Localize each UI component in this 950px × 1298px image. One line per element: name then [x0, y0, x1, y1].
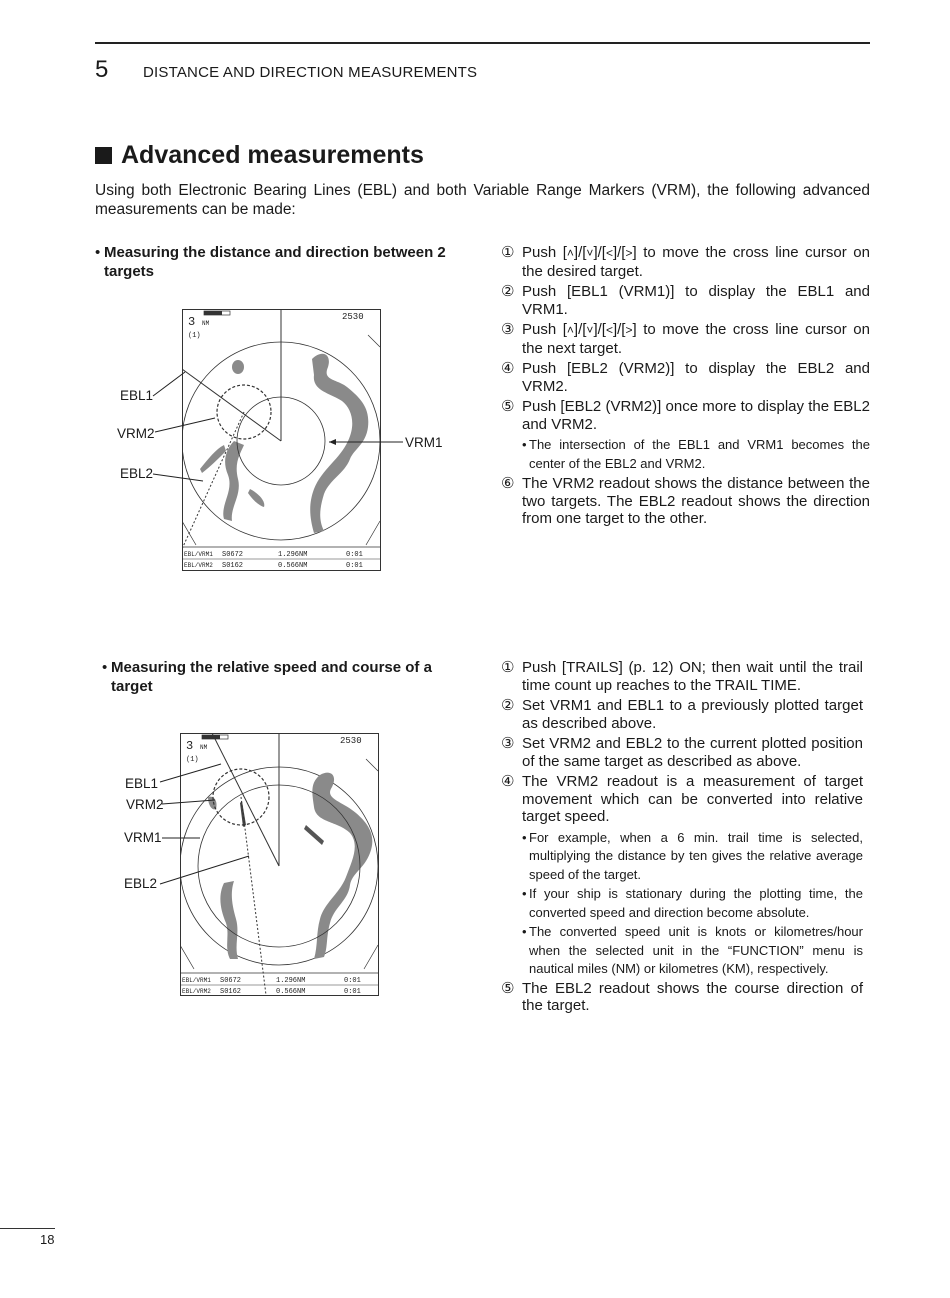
step-item: ⑤ The EBL2 readout shows the course direction of the target. [501, 978, 863, 1014]
bullet: • [95, 244, 101, 261]
readout-bearing: S0162 [222, 562, 244, 570]
readout-distance: 1.296NM [278, 551, 308, 559]
readout-label: EBL/VRM2 [182, 988, 211, 995]
readout-time: 0:01 [344, 977, 361, 985]
step-item: ② Set VRM1 and EBL1 to a previously plotted target as described above. [501, 696, 863, 732]
down-arrow-key-icon: ˅ [586, 246, 594, 260]
range-value: 3 [186, 739, 194, 753]
readout-label: EBL/VRM2 [184, 562, 213, 569]
step-item: ③ Set VRM2 and EBL2 to the current plotted position of the same target as described as above. [501, 734, 863, 770]
step-item: ① Push [TRAILS] (p. 12) ON; then wait until the trail time count up reaches to the TRAIL TIME. [501, 658, 863, 694]
left-arrow-key-icon: < [605, 246, 613, 260]
step-item: ⑥ The VRM2 readout shows the distance between the two targets. The EBL2 readout shows the direction from one target to the other. [501, 474, 870, 527]
note-item: • If your ship is stationary during the plotting time, the converted speed and direction become absolute. [522, 886, 863, 920]
readout-label: EBL/VRM1 [184, 551, 213, 558]
range-unit: NM [202, 320, 210, 327]
step-item: ④ The VRM2 readout is a measurement of target movement which can be converted into relative target speed. [501, 772, 863, 825]
label-ebl2: EBL2 [120, 466, 154, 481]
part1-heading-text: Measuring the distance and direction between 2 targets [104, 244, 446, 280]
step-item: ⑤ Push [EBL2 (VRM2)] once more to display the EBL2 and VRM2. [501, 397, 870, 433]
readout-time: 0:01 [346, 551, 363, 559]
up-arrow-key-icon: ˄ [566, 246, 574, 260]
part2-heading-text: Measuring the relative speed and course of a target [111, 659, 432, 695]
readout-bearing: S0672 [220, 977, 242, 985]
note-item: • The converted speed unit is knots or kilometres/hour when the selected unit in the “FUNCTION” menu is nautical miles (NM) or kilometres (KM), respectively. [522, 924, 863, 976]
step-item: ① Push [˄]/[˅]/[<]/[>] to move the cross line cursor on the desired target. [501, 243, 870, 280]
label-ebl2: EBL2 [124, 876, 158, 891]
range-unit: NM [200, 744, 208, 751]
label-vrm1: VRM1 [405, 435, 443, 450]
section-intro: Using both Electronic Bearing Lines (EBL) and both Variable Range Markers (VRM), the following advanced measurements can be made: [95, 182, 870, 218]
readout-label: EBL/VRM1 [182, 977, 211, 984]
footer-rule [0, 1228, 55, 1229]
part1-steps [501, 244, 870, 531]
label-vrm2: VRM2 [117, 426, 155, 441]
chapter-title: DISTANCE AND DIRECTION MEASUREMENTS [143, 64, 478, 81]
readout-time: 0:01 [344, 988, 361, 996]
readout-distance: 1.296NM [276, 977, 306, 985]
readout-distance: 0.566NM [276, 988, 306, 996]
step-item: ② Push [EBL1 (VRM1)] to display the EBL1 and VRM1. [501, 282, 870, 318]
note-item: • The intersection of the EBL1 and VRM1 becomes the center of the EBL2 and VRM2. [522, 437, 870, 471]
readout-time: 0:01 [346, 562, 363, 570]
section-title-text: Advanced measurements [121, 141, 424, 169]
chapter-number: 5 [95, 56, 109, 83]
right-arrow-key-icon: > [625, 323, 633, 337]
part2-steps [501, 659, 863, 1018]
page-number: 18 [40, 1232, 55, 1247]
range-sub: (1) [186, 756, 199, 764]
range-value: 3 [188, 315, 196, 329]
heading-readout: 2530 [342, 312, 364, 322]
right-arrow-key-icon: > [625, 246, 633, 260]
label-vrm1: VRM1 [124, 830, 162, 845]
down-arrow-key-icon: ˅ [586, 323, 594, 337]
range-sub: (1) [188, 332, 201, 340]
readout-bearing: S0162 [220, 988, 242, 996]
bullet: • [102, 659, 108, 676]
note-item: • For example, when a 6 min. trail time is selected, multiplying the distance by ten gives the relative average speed of the target. [522, 829, 863, 882]
readout-distance: 0.566NM [278, 562, 308, 570]
readout-bearing: S0672 [222, 551, 244, 559]
label-ebl1: EBL1 [125, 776, 159, 791]
step-item: ④ Push [EBL2 (VRM2)] to display the EBL2 and VRM2. [501, 359, 870, 395]
label-vrm2: VRM2 [126, 797, 164, 812]
heading-readout: 2530 [340, 736, 362, 746]
label-ebl1: EBL1 [120, 388, 154, 403]
up-arrow-key-icon: ˄ [566, 323, 574, 337]
step-item: ③ Push [˄]/[˅]/[<]/[>] to move the cross line cursor on the next target. [501, 320, 870, 357]
left-arrow-key-icon: < [605, 323, 613, 337]
